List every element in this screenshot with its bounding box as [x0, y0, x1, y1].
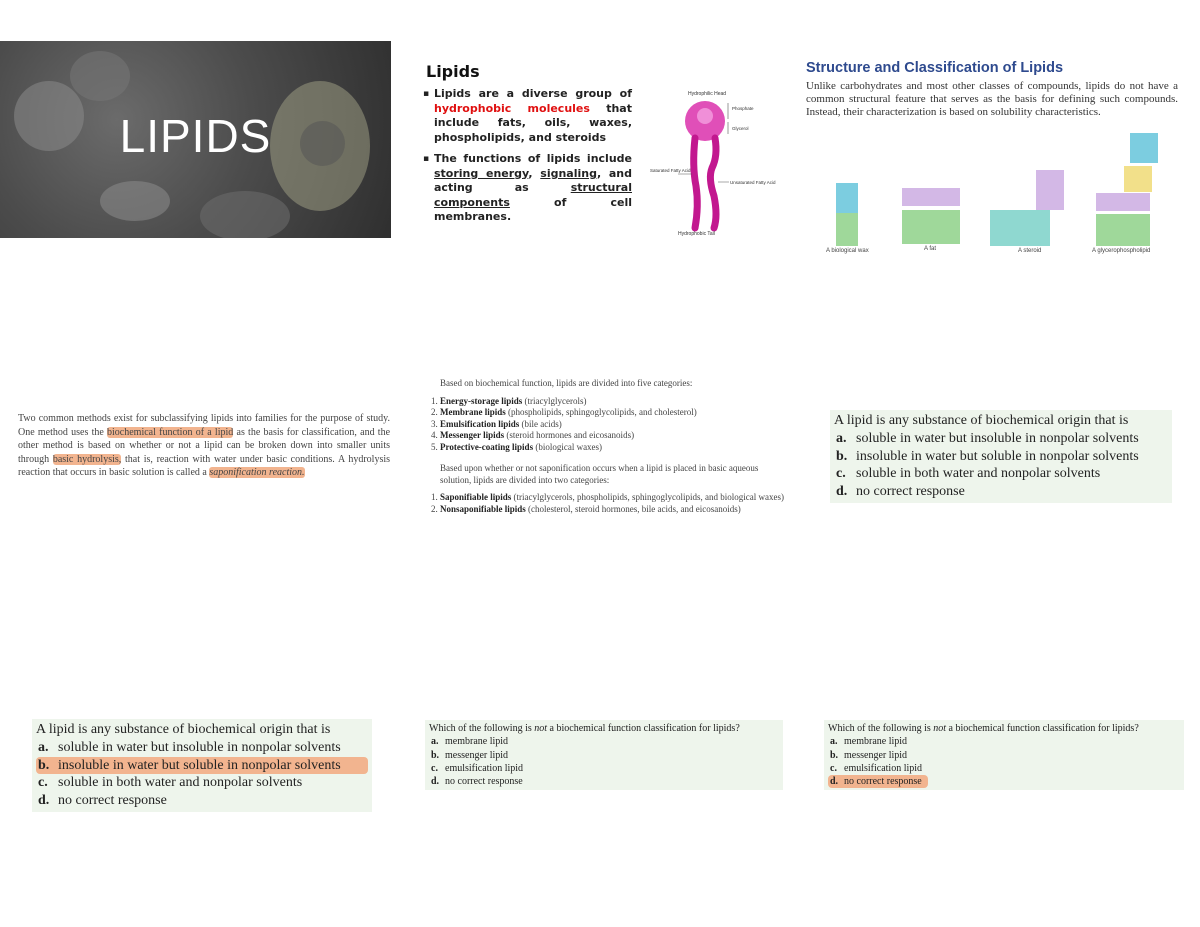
- underlined-text: structural components: [434, 181, 632, 209]
- quiz-question-slide: [830, 410, 1172, 503]
- quiz-option-c[interactable]: [834, 465, 1168, 483]
- category-name: Membrane lipids: [440, 407, 506, 417]
- structure-block: [836, 213, 858, 246]
- option-text: emulsification lipid: [844, 762, 923, 774]
- structure-caption: A steroid: [1018, 248, 1042, 254]
- category-desc: (triacylglycerols): [524, 395, 587, 406]
- bullet-text: that include fats, oils, waxes, phospholipids, and steroids: [434, 101, 632, 144]
- option-letter: d.: [836, 484, 848, 500]
- category-desc: (steroid hormones and eicosanoids): [506, 430, 635, 440]
- quiz-question: A lipid is any substance of biochemical origin that is: [834, 413, 1129, 428]
- quiz-option-c[interactable]: [36, 774, 368, 792]
- lipid-structures-diagram: [806, 130, 1186, 260]
- category-name: Saponifiable lipids: [440, 492, 512, 502]
- function-categories-list: [416, 396, 788, 454]
- category-desc: (biological waxes): [535, 441, 603, 452]
- categories-slide: [416, 378, 788, 525]
- category-name: Messenger lipids: [440, 430, 505, 440]
- quiz-option-d[interactable]: [429, 775, 779, 788]
- phosphate-group: [697, 108, 713, 124]
- structure-block: [1036, 170, 1064, 210]
- option-text: insoluble in water but soluble in nonpolar solvents: [856, 448, 1139, 464]
- question-text: a biochemical function classification for lipids?: [948, 723, 1139, 734]
- structure-block: [902, 210, 960, 244]
- phospholipid-diagram: [648, 86, 788, 236]
- option-text: soluble in water but insoluble in nonpolar solvents: [856, 430, 1139, 446]
- underlined-text: signaling: [540, 166, 597, 180]
- bullet-item: [432, 152, 632, 225]
- intro-text: Based on biochemical function, lipids are divided into five categories:: [440, 378, 693, 388]
- title-slide: [0, 41, 391, 238]
- option-letter: a.: [830, 736, 838, 748]
- highlighted-text: biochemical function of a lipid: [107, 426, 234, 438]
- option-text: insoluble in water but soluble in nonpolar solvents: [58, 757, 341, 773]
- question-text: Which of the following is: [828, 723, 931, 734]
- structure-caption: A fat: [924, 246, 937, 252]
- list-item: [440, 396, 788, 408]
- quiz-option-c[interactable]: [429, 762, 779, 775]
- steroid-rings: [990, 210, 1050, 246]
- bullet-list: [420, 87, 632, 225]
- paragraph-text: that is, reaction with water under basic conditions. A hydrolysis reaction that occurs in basic solution is called a: [18, 453, 391, 478]
- option-letter: b.: [431, 749, 440, 761]
- saturated-tail: [694, 138, 698, 228]
- bullet-item: [432, 87, 632, 145]
- quiz-answer-slide: [824, 720, 1184, 790]
- list-item: [440, 442, 788, 454]
- category-name: Nonsaponifiable lipids: [440, 503, 526, 514]
- quiz-answer-slide: [32, 719, 372, 812]
- option-text: messenger lipid: [844, 749, 908, 761]
- structure-caption: A biological wax: [826, 248, 869, 254]
- diagram-label: Unsaturated Fatty Acid: [730, 180, 776, 185]
- option-letter: a.: [38, 739, 49, 755]
- list-item: [440, 492, 788, 504]
- olive-bowl-decoration: [70, 51, 130, 101]
- saponification-categories-list: [416, 492, 788, 515]
- diagram-label: Hydrophobic Tail: [678, 231, 715, 236]
- bullet-text: The functions of lipids include: [434, 152, 632, 165]
- bullet-text: , and acting as: [434, 166, 632, 194]
- quiz-option-b-correct[interactable]: [36, 757, 368, 775]
- unsaturated-tail: [710, 138, 716, 228]
- quiz-option-a[interactable]: [828, 735, 1180, 748]
- option-letter: c.: [836, 466, 846, 482]
- structure-caption: A glycerophospholipid: [1092, 248, 1151, 254]
- quiz-option-a[interactable]: [834, 430, 1168, 448]
- quiz-option-b[interactable]: [828, 749, 1180, 762]
- structure-block: [1096, 214, 1150, 246]
- structure-block: [902, 188, 960, 206]
- diagram-label: Glycerol: [732, 126, 749, 131]
- option-text: membrane lipid: [445, 736, 509, 748]
- bullet-text: ,: [528, 166, 533, 180]
- nuts-decoration: [100, 181, 170, 221]
- diagram-label: Hydrophilic Head: [688, 91, 727, 97]
- highlighted-text: saponification reaction.: [209, 467, 305, 478]
- quiz-option-d-correct[interactable]: [828, 775, 928, 788]
- category-desc: (bile acids): [521, 418, 562, 429]
- bullet-text: Lipids are a diverse group of: [434, 87, 632, 100]
- option-letter: d.: [38, 793, 50, 809]
- quiz-question: [429, 722, 779, 735]
- paragraph-text: as the basis for classification, and the other method is based on whether or not a lipid can be broken down into smaller units through: [18, 426, 391, 465]
- structure-block: [1096, 193, 1150, 211]
- diagram-label: Phosphate: [732, 106, 754, 111]
- quiz-option-a[interactable]: [36, 739, 368, 757]
- list-item: [440, 430, 788, 442]
- option-letter: c.: [830, 762, 837, 774]
- nuts-decoration: [200, 191, 290, 238]
- slide-heading: Lipids: [426, 62, 480, 81]
- option-letter: b.: [836, 448, 848, 464]
- quiz-option-b[interactable]: [429, 749, 779, 762]
- option-text: no correct response: [856, 484, 965, 500]
- structure-block: [1130, 133, 1158, 163]
- option-text: soluble in water but insoluble in nonpolar solvents: [58, 739, 341, 755]
- highlight-text: hydrophobic molecules: [434, 101, 590, 115]
- structure-block: [836, 183, 858, 213]
- paragraph-text: Two common methods exist for subclassifying lipids into families for the purpose of study. One method uses the: [18, 413, 390, 438]
- option-text: membrane lipid: [844, 736, 908, 748]
- category-desc: (triacylglycerols, phospholipids, sphingoglycolipids, and biological waxes): [513, 492, 784, 502]
- intro-text: Based upon whether or not saponification occurs when a lipid is placed in basic aqueous solution, lipids are divided into two categories:: [440, 463, 759, 485]
- subclassification-slide: [18, 412, 390, 480]
- option-letter: c.: [38, 775, 48, 791]
- quiz-option-b[interactable]: [834, 448, 1168, 466]
- option-letter: d.: [830, 776, 839, 788]
- slide-heading: Structure and Classification of Lipids: [806, 60, 1064, 76]
- option-text: soluble in both water and nonpolar solvents: [856, 466, 1101, 482]
- option-letter: b.: [830, 749, 839, 761]
- option-text: messenger lipid: [445, 749, 509, 761]
- quiz-question-slide: [425, 720, 783, 790]
- category-name: Emulsification lipids: [440, 418, 520, 429]
- bullet-text: of cell membranes.: [434, 195, 632, 223]
- question-emphasis: not: [933, 723, 947, 734]
- quiz-option-a[interactable]: [429, 735, 779, 748]
- question-text: a biochemical function classification for lipids?: [549, 723, 740, 734]
- quiz-option-d[interactable]: [834, 483, 1168, 501]
- slide-title: LIPIDS: [119, 110, 272, 162]
- option-letter: d.: [431, 776, 440, 788]
- structure-block: [1124, 166, 1152, 192]
- lipids-definition-slide: [420, 62, 790, 242]
- category-name: Energy-storage lipids: [440, 395, 523, 406]
- structure-classification-slide: [806, 60, 1186, 260]
- option-letter: a.: [836, 430, 847, 446]
- question-text: Which of the following is: [429, 723, 532, 734]
- option-text: soluble in both water and nonpolar solvents: [58, 775, 303, 791]
- option-text: no correct response: [445, 776, 523, 788]
- option-text: emulsification lipid: [445, 762, 524, 774]
- list-item: [440, 419, 788, 431]
- slide-paragraph: Unlike carbohydrates and most other classes of compounds, lipids do not have a common structural feature that serves as the basis for defining such compounds. Instead, their characterization is based on solubility characteristics.: [806, 80, 1178, 118]
- question-emphasis: not: [534, 723, 548, 734]
- option-text: no correct response: [844, 776, 922, 788]
- option-text: no correct response: [58, 793, 167, 809]
- quiz-option-c[interactable]: [828, 762, 1180, 775]
- highlighted-text: basic hydrolysis,: [52, 453, 122, 465]
- diagram-label: Saturated Fatty Acid: [650, 168, 691, 173]
- quiz-question: [828, 722, 1180, 735]
- category-name: Protective-coating lipids: [440, 441, 534, 452]
- quiz-question: A lipid is any substance of biochemical origin that is: [36, 722, 331, 737]
- underlined-text: storing energy: [434, 166, 529, 180]
- option-letter: c.: [431, 762, 438, 774]
- option-letter: a.: [431, 736, 439, 748]
- category-desc: (cholesterol, steroid hormones, bile acids, and eicosanoids): [528, 503, 741, 514]
- quiz-option-d[interactable]: [36, 792, 368, 810]
- option-letter: b.: [38, 757, 50, 773]
- list-item: [440, 504, 788, 516]
- category-desc: (phospholipids, sphingoglycolipids, and cholesterol): [508, 407, 697, 417]
- list-item: [440, 407, 788, 419]
